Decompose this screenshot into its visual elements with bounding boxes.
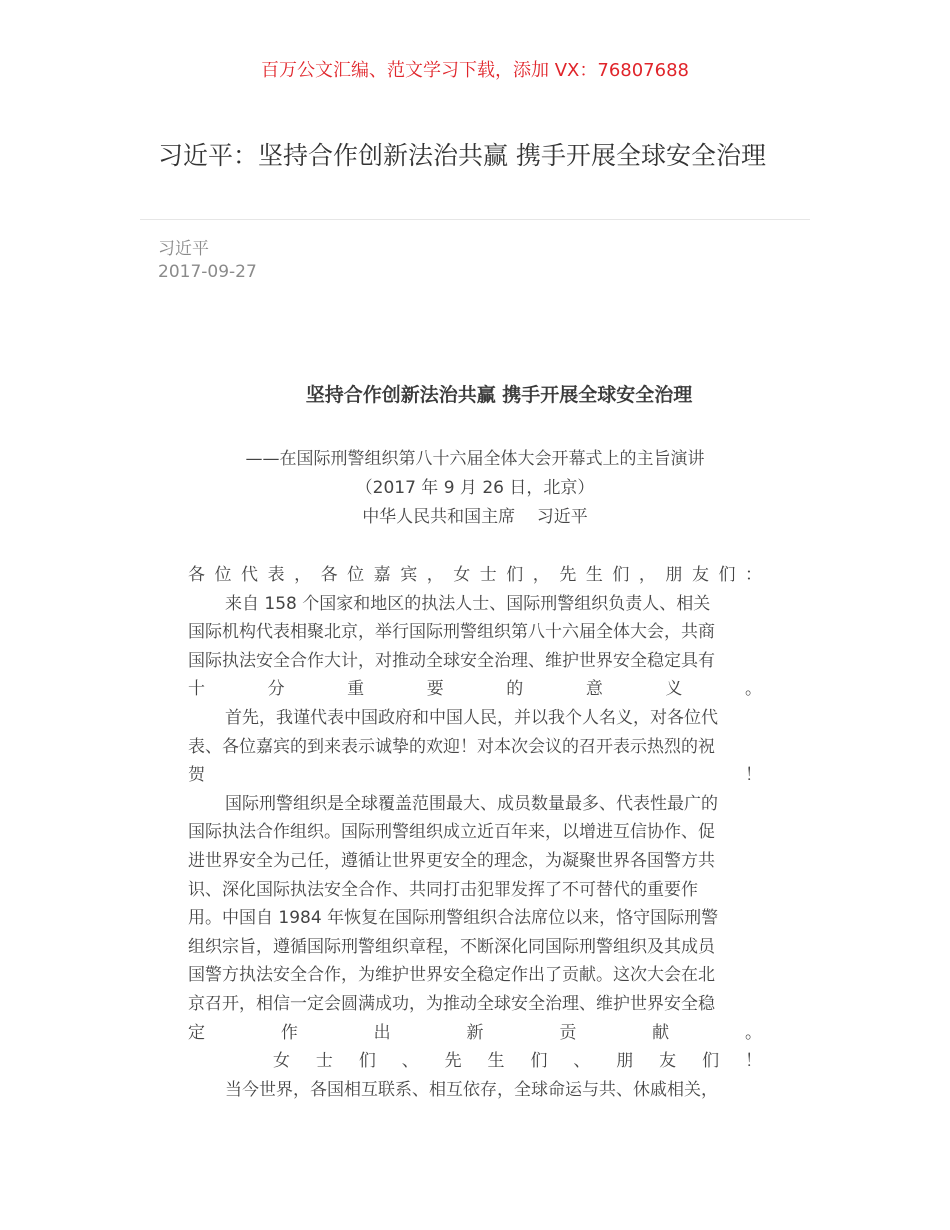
article-meta [158, 238, 257, 284]
speech-date-place: （2017 年 9 月 26 日，北京） [355, 478, 595, 498]
paragraph-line: 进世界安全为己任，遵循让世界更安全的理念，为凝聚世界各国警方共 [188, 850, 715, 871]
speech-body [188, 561, 762, 1104]
paragraph-line: 表、各位嘉宾的到来表示诚挚的欢迎！对本次会议的召开表示热烈的祝 [188, 736, 715, 757]
paragraph-line: 国际刑警组织是全球覆盖范围最大、成员数量最多、代表性最广的 [225, 793, 718, 814]
paragraph-line: 京召开，相信一定会圆满成功，为推动全球安全治理、维护世界安全稳 [188, 993, 715, 1014]
paragraph-line: 国际机构代表相聚北京，举行国际刑警组织第八十六届全体大会，共商 [188, 622, 715, 643]
paragraph-line: 十 分 重 要 的 意 义 。 [188, 679, 762, 700]
speech-info [0, 445, 950, 532]
document-heading: 坚持合作创新法治共赢 携手开展全球安全治理 [305, 384, 693, 406]
paragraph-line: 当今世界，各国相互联系、相互依存，全球命运与共、休戚相关， [225, 1079, 718, 1100]
speech-speaker: 中华人民共和国主席 习近平 [362, 507, 588, 527]
paragraph-line: 国际执法合作组织。国际刑警组织成立近百年来，以增进互信协作、促 [188, 822, 715, 843]
article-date: 2017-09-27 [158, 262, 257, 282]
paragraph-line: 识、深化国际执法安全合作、共同打击犯罪发挥了不可替代的重要作 [188, 879, 698, 900]
paragraph-line: 国警方执法安全合作，为维护世界安全稳定作出了贡献。这次大会在北 [188, 965, 715, 986]
salutation-line: 女 士 们 、 先 生 们 、 朋 友 们 ！ [273, 1051, 762, 1072]
paragraph-line: 用。中国自 1984 年恢复在国际刑警组织合法席位以来，恪守国际刑警 [188, 908, 719, 929]
article-title: 习近平：坚持合作创新法治共赢 携手开展全球安全治理 [158, 141, 766, 170]
paragraph-line: 首先，我谨代表中国政府和中国人民，并以我个人名义，对各位代 [225, 707, 718, 728]
paragraph-line: 定 作 出 新 贡 献 。 [188, 1022, 762, 1043]
salutation-line: 各 位 代 表 ， 各 位 嘉 宾 ， 女 士 们 ， 先 生 们 ， 朋 友 们 ： [188, 565, 762, 585]
article-author: 习近平 [158, 239, 209, 259]
paragraph-line: 来自 158 个国家和地区的执法人士、国际刑警组织负责人、相关 [225, 593, 711, 614]
speech-subtitle: ——在国际刑警组织第八十六届全体大会开幕式上的主旨演讲 [245, 449, 705, 469]
title-separator [140, 219, 810, 220]
paragraph-line: 国际执法安全合作大计，对推动全球安全治理、维护世界安全稳定具有 [188, 650, 715, 671]
watermark-banner: 百万公文汇编、范文学习下载，添加 VX：76807688 [261, 60, 689, 81]
paragraph-line: 贺 ！ [188, 765, 762, 786]
paragraph-line: 组织宗旨，遵循国际刑警组织章程，不断深化同国际刑警组织及其成员 [188, 936, 715, 957]
